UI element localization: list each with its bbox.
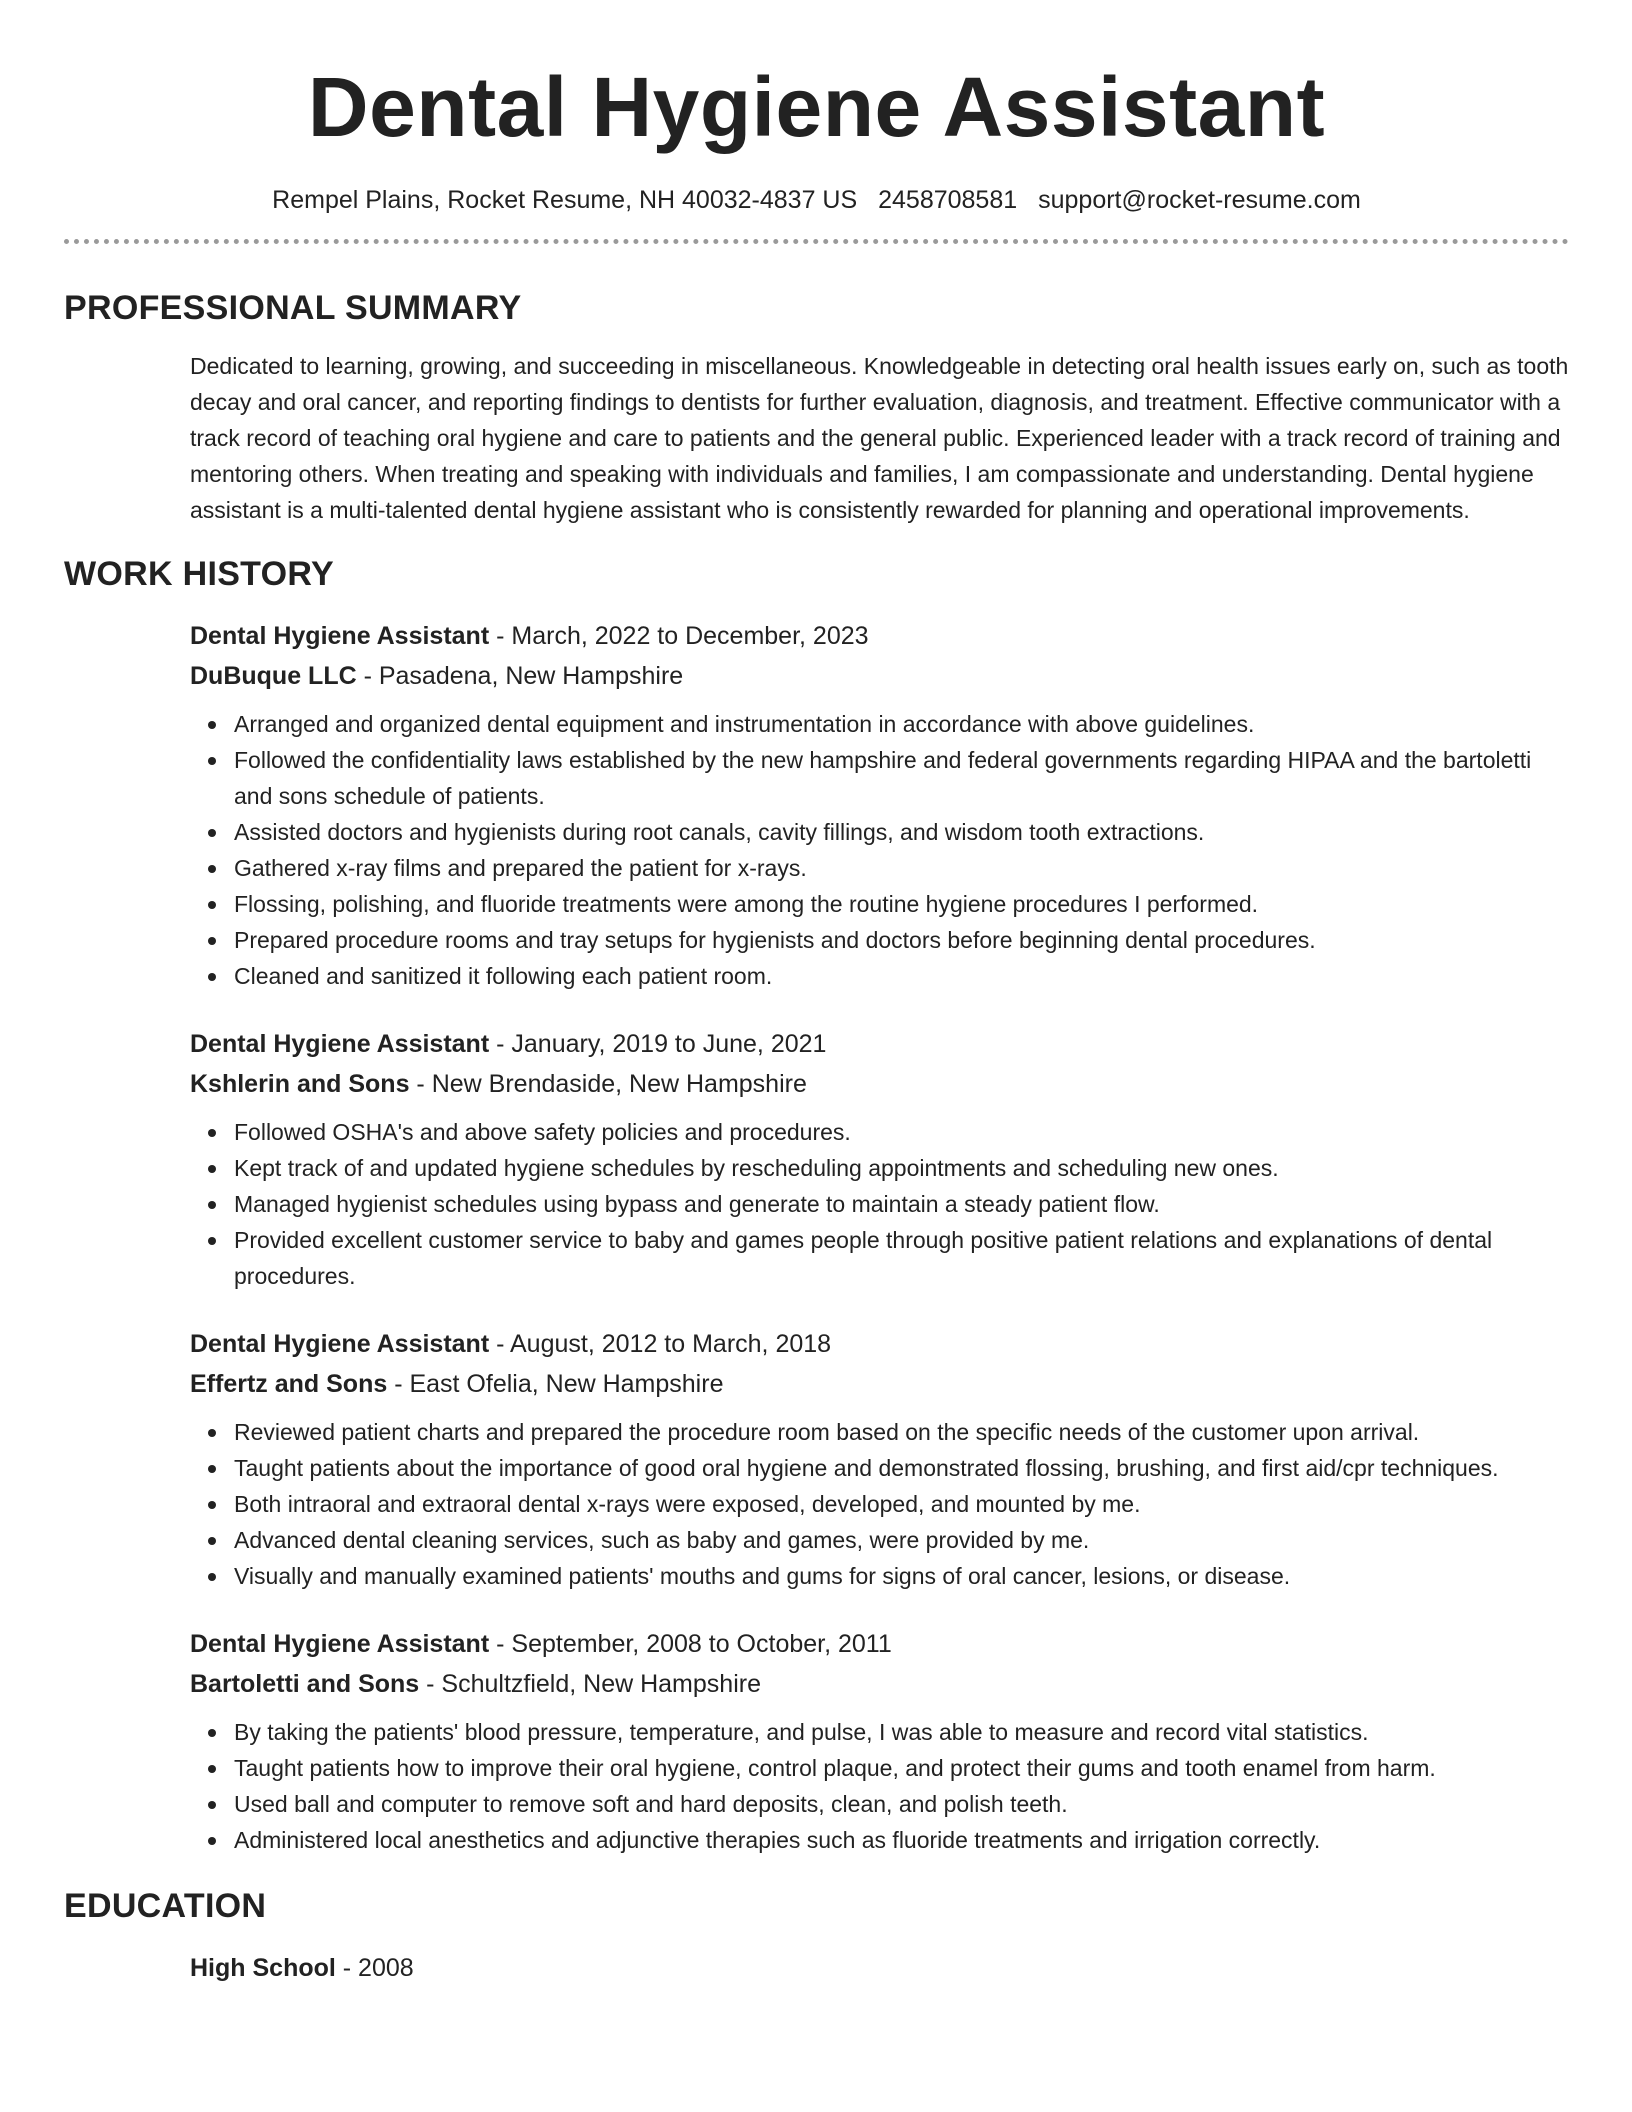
job-location: - New Brendaside, New Hampshire — [409, 1070, 807, 1098]
job-bullets — [190, 706, 1569, 994]
education-title: EDUCATION — [64, 1887, 267, 1925]
job-location: - East Ofelia, New Hampshire — [387, 1370, 724, 1398]
education-degree: High School — [190, 1954, 336, 1982]
education-section — [64, 1886, 1569, 1986]
summary-title: PROFESSIONAL SUMMARY — [64, 289, 522, 327]
job-dates: - March, 2022 to December, 2023 — [489, 622, 869, 650]
resume-header — [64, 0, 1569, 244]
job-company-line — [190, 1666, 1569, 1702]
header-divider — [64, 239, 1569, 244]
contact-phone: 2458708581 — [878, 186, 1018, 214]
list-item: Followed the confidentiality laws established by the new hampshire and federal governments regarding HIPAA and the bartoletti and sons schedule of patients. — [234, 742, 1569, 814]
job-role: Dental Hygiene Assistant — [190, 622, 490, 650]
job-location: - Pasadena, New Hampshire — [356, 662, 684, 690]
job-entry — [190, 1626, 1569, 1858]
summary-section — [64, 288, 1569, 528]
list-item: Reviewed patient charts and prepared the procedure room based on the specific needs of the customer upon arrival. — [234, 1414, 1569, 1450]
list-item: Assisted doctors and hygienists during root canals, cavity fillings, and wisdom tooth extractions. — [234, 814, 1569, 850]
job-company: DuBuque LLC — [190, 662, 357, 690]
job-location: - Schultzfield, New Hampshire — [419, 1670, 761, 1698]
job-role: Dental Hygiene Assistant — [190, 1330, 490, 1358]
list-item: Followed OSHA's and above safety policies and procedures. — [234, 1114, 1569, 1150]
list-item: Taught patients about the importance of good oral hygiene and demonstrated flossing, brushing, and first aid/cpr techniques. — [234, 1450, 1569, 1486]
job-company-line — [190, 658, 1569, 694]
summary-text: Dedicated to learning, growing, and succeeding in miscellaneous. Knowledgeable in detecting oral health issues early on, such as tooth decay and oral cancer, and reporting findings to dentists for further evaluation, diagnosis, and treatment. Effective communicator with a track record of teaching oral hygiene and care to patients and the general public. Experienced leader with a track record of training and mentoring others. When treating and speaking with individuals and families, I am compassionate and understanding. Dental hygiene assistant is a multi-talented dental hygiene assistant who is consistently rewarded for planning and operational improvements. — [190, 353, 1569, 523]
job-title-line — [190, 1326, 1569, 1362]
work-history-title: WORK HISTORY — [64, 555, 334, 593]
list-item: Administered local anesthetics and adjunctive therapies such as fluoride treatments and irrigation correctly. — [234, 1822, 1569, 1858]
candidate-name: Dental Hygiene Assistant — [307, 60, 1326, 154]
job-title-line — [190, 1026, 1569, 1062]
job-role: Dental Hygiene Assistant — [190, 1630, 490, 1658]
list-item: By taking the patients' blood pressure, temperature, and pulse, I was able to measure and record vital statistics. — [234, 1714, 1569, 1750]
job-dates: - January, 2019 to June, 2021 — [489, 1030, 827, 1058]
job-bullets — [190, 1714, 1569, 1858]
job-entry — [190, 1326, 1569, 1594]
list-item: Taught patients how to improve their oral hygiene, control plaque, and protect their gums and tooth enamel from harm. — [234, 1750, 1569, 1786]
work-history-section — [64, 554, 1569, 1858]
job-company: Bartoletti and Sons — [190, 1670, 420, 1698]
job-role: Dental Hygiene Assistant — [190, 1030, 490, 1058]
list-item: Flossing, polishing, and fluoride treatments were among the routine hygiene procedures I performed. — [234, 886, 1569, 922]
list-item: Arranged and organized dental equipment and instrumentation in accordance with above guidelines. — [234, 706, 1569, 742]
job-bullets — [190, 1414, 1569, 1594]
job-dates: - September, 2008 to October, 2011 — [489, 1630, 892, 1658]
contact-line — [64, 184, 1569, 216]
resume-page — [64, 0, 1569, 1986]
contact-address: Rempel Plains, Rocket Resume, NH 40032-4837 US — [272, 186, 858, 214]
contact-email: support@rocket-resume.com — [1038, 186, 1361, 214]
job-entry — [190, 1026, 1569, 1294]
list-item: Cleaned and sanitized it following each patient room. — [234, 958, 1569, 994]
list-item: Both intraoral and extraoral dental x-rays were exposed, developed, and mounted by me. — [234, 1486, 1569, 1522]
job-company: Effertz and Sons — [190, 1370, 388, 1398]
list-item: Visually and manually examined patients' mouths and gums for signs of oral cancer, lesions, or disease. — [234, 1558, 1569, 1594]
job-bullets — [190, 1114, 1569, 1294]
list-item: Gathered x-ray films and prepared the patient for x-rays. — [234, 850, 1569, 886]
list-item: Advanced dental cleaning services, such as baby and games, were provided by me. — [234, 1522, 1569, 1558]
list-item: Used ball and computer to remove soft and hard deposits, clean, and polish teeth. — [234, 1786, 1569, 1822]
job-company-line — [190, 1066, 1569, 1102]
list-item: Prepared procedure rooms and tray setups for hygienists and doctors before beginning dental procedures. — [234, 922, 1569, 958]
job-title-line — [190, 1626, 1569, 1662]
list-item: Managed hygienist schedules using bypass and generate to maintain a steady patient flow. — [234, 1186, 1569, 1222]
list-item: Kept track of and updated hygiene schedules by rescheduling appointments and scheduling new ones. — [234, 1150, 1569, 1186]
job-dates: - August, 2012 to March, 2018 — [489, 1330, 832, 1358]
education-entry — [190, 1950, 1569, 1986]
job-company: Kshlerin and Sons — [190, 1070, 410, 1098]
list-item: Provided excellent customer service to baby and games people through positive patient relations and explanations of dental procedures. — [234, 1222, 1569, 1294]
job-entry — [190, 618, 1569, 994]
education-year: - 2008 — [335, 1954, 414, 1982]
job-company-line — [190, 1366, 1569, 1402]
job-title-line — [190, 618, 1569, 654]
